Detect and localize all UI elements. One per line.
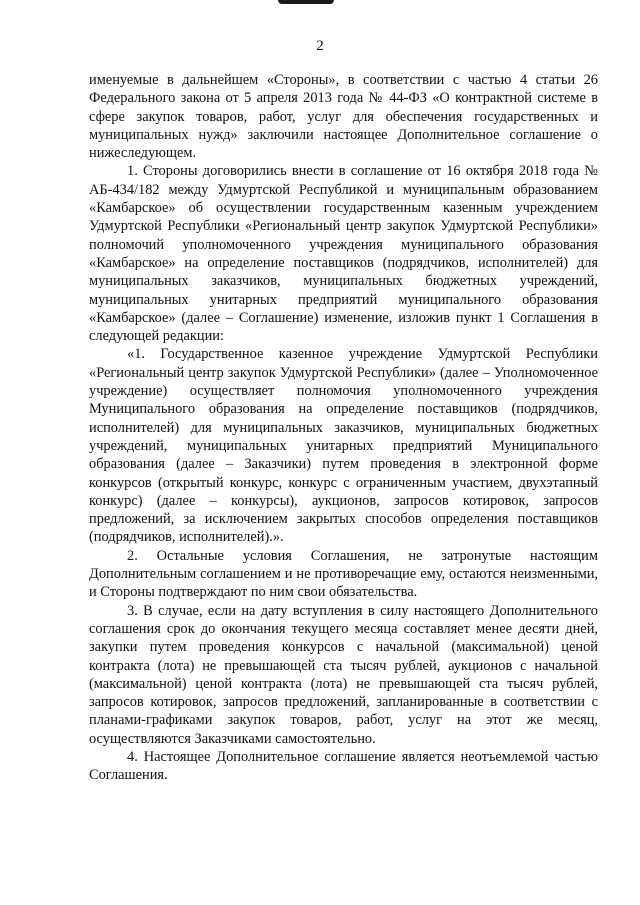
- clause-2: 2. Остальные условия Соглашения, не затронутые настоящим Дополнительным соглашением и не противоречащие ему, остаются неизменными, и Стороны подтверждают по ним свои обязательства.: [89, 547, 598, 601]
- intro-paragraph: именуемые в дальнейшем «Стороны», в соответствии с частью 4 статьи 26 Федерального закона от 5 апреля 2013 года № 44-ФЗ «О контрактной системе в сфере закупок товаров, работ, услуг для обеспечения государственных и муниципальных нужд» заключили настоящее Дополнительное соглашение о нижеследующем.: [89, 72, 598, 162]
- scan-top-mark: [278, 0, 334, 4]
- document-body: [89, 71, 598, 785]
- clause-1: 1. Стороны договорились внести в соглашение от 16 октября 2018 года № АБ-434/182 между Удмуртской Республикой и муниципальным образованием «Камбарское» об осуществлении государственным казенным учреждением Удмуртской Республики «Региональный центр закупок Удмуртской Республики» полномочий уполномоченного учреждения муниципального образования «Камбарское» на определение поставщиков (подрядчиков, исполнителей) для муниципальных заказчиков, муниципальных бюджетных учреждений, муниципальных унитарных предприятий муниципального образования «Камбарское» (далее – Соглашение) изменение, изложив пункт 1 Соглашения в следующей редакции:: [89, 163, 598, 345]
- clause-1-quoted-text: «1. Государственное казенное учреждение Удмуртской Республики «Региональный центр закупок Удмуртской Республики» (далее – Уполномоченное учреждение) осуществляет полномочия уполномоченного учреждения Муниципального образования на определение поставщиков (подрядчиков, исполнителей) для муниципальных заказчиков, муниципальных бюджетных учреждений, муниципальных унитарных предприятий Муниципального образования (далее – Заказчики) путем проведения в электронной форме конкурсов (открытый конкурс, конкурс с ограниченным участием, двухэтапный конкурс) (далее – конкурсы), аукционов, запросов котировок, запросов предложений, за исключением закрытых способов определения поставщиков (подрядчиков, исполнителей).».: [89, 346, 598, 546]
- clause-3: 3. В случае, если на дату вступления в силу настоящего Дополнительного соглашения срок до окончания текущего месяца составляет менее десяти дней, закупки путем проведения конкурсов с начальной (максимальной) ценой контракта (лота) не превышающей ста тысяч рублей, аукционов с начальной (максимальной) ценой контракта (лота) не превышающей ста тысяч рублей, запросов котировок, запросов предложений, запланированные в соответствии с планами-графиками закупок товаров, работ, услуг на этот же месяц, осуществляются Заказчиками самостоятельно.: [89, 602, 598, 747]
- clause-4: 4. Настоящее Дополнительное соглашение является неотъемлемой частью Соглашения.: [89, 748, 598, 784]
- page-number: 2: [316, 38, 324, 54]
